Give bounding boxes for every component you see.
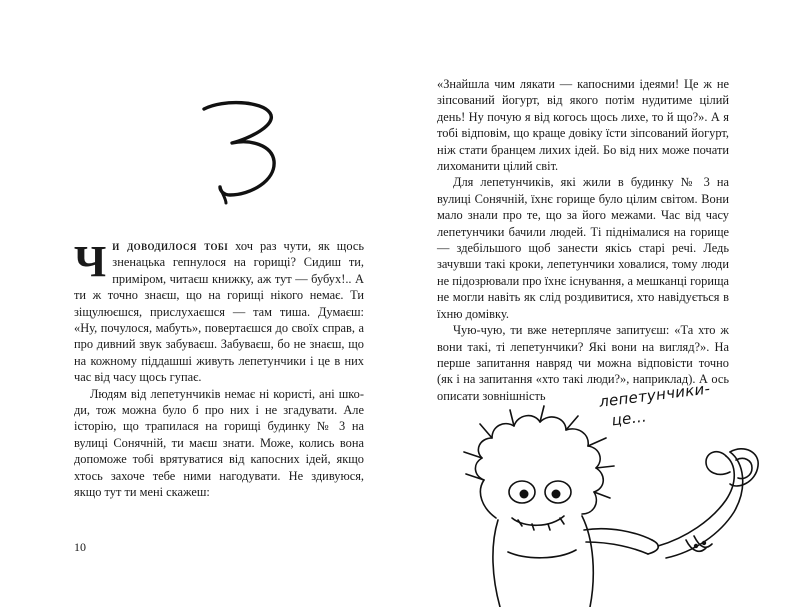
- left-paragraph-1: [74, 238, 364, 386]
- handwritten-caption-line-1: лепетунчики-: [598, 379, 712, 411]
- drop-cap: Ч: [74, 237, 107, 286]
- handwritten-caption-line-2: це…: [610, 407, 648, 430]
- left-paragraph-2: Людям від лепетунчиків немає ні користі, ані шкоди, тож можна було б про них і не згадувати. Але історію, що трапилася на горищі будинку № 3 на вулиці Сонячній, ти маєш знати. Може, колись вона допоможе тобі врятуватися від капосних ідей, якщо хтось захоче тебе ними нагодувати. Не здивуюся, якщо тут ти мені скажеш:: [74, 386, 364, 500]
- page-number: 10: [74, 540, 86, 554]
- lepetunchyk-creature-drawing: [400, 400, 800, 607]
- left-page-text-column: [74, 238, 364, 501]
- lead-smallcaps: и доводилося тобі: [112, 239, 229, 253]
- chapter-number-glyph: [186, 95, 306, 205]
- right-paragraph-2: Для лепетунчиків, які жили в будинку № 3 на вулиці Сонячній, їхнє горище було цілим світом. Вони мало знали про те, що за його межами. Час від часу лепетунчики бачили людей. Ті піднімалися на горище — здебільшого щоб занести якісь старі речі. Ледь зачувши такі кроки, лепетунчики ховалися, тому люди не підозрювали про їхнє існування, а мешканці горища не могли навіть як слід роздивитися, хто навідується в їхню домівку.: [437, 175, 729, 321]
- right-page-text-column: [437, 76, 729, 404]
- left-paragraph-1-body: хоч раз чути, як щось зненацька гепнулося на горищі? Сидиш ти, приміром, читаєш книжку, аж тут — бубух!.. А ти ж точно знаєш, що на горищі нікого немає. Ти зіщулюєшся, прислухаєшся — там тиша. Думаєш: «Ну, почулося, мабуть», повертаєшся до своїх справ, а про дивний звук забуваєш. Забуваєш, бо не знаєш, що на кожному піддашші живуть лепетунчики і це в них час від часу щось гупає.: [74, 239, 364, 385]
- right-paragraph-1: «Знайшла чим лякати — капосними ідеями! Це ж не зіпсований йогурт, від якого потім нудитиме цілий день! Ну почую я від когось щось лихе, то й що?». А я тобі відповім, що краще довіку їсти зіпсований йогурт, ніж стати бранцем лихих ідей. Бо від них може почати лихоманити цілий світ.: [437, 77, 729, 174]
- right-paragraph-3: Чую-чую, ти вже нетерпляче запитуєш: «Та хто ж вони такі, ті лепетунчики? Які вони на вигляд?». На перше запитання навряд чи можна відповісти точно (як і на запитання «хто такі люди?», наприклад). А ось описати зовнішність: [437, 323, 729, 403]
